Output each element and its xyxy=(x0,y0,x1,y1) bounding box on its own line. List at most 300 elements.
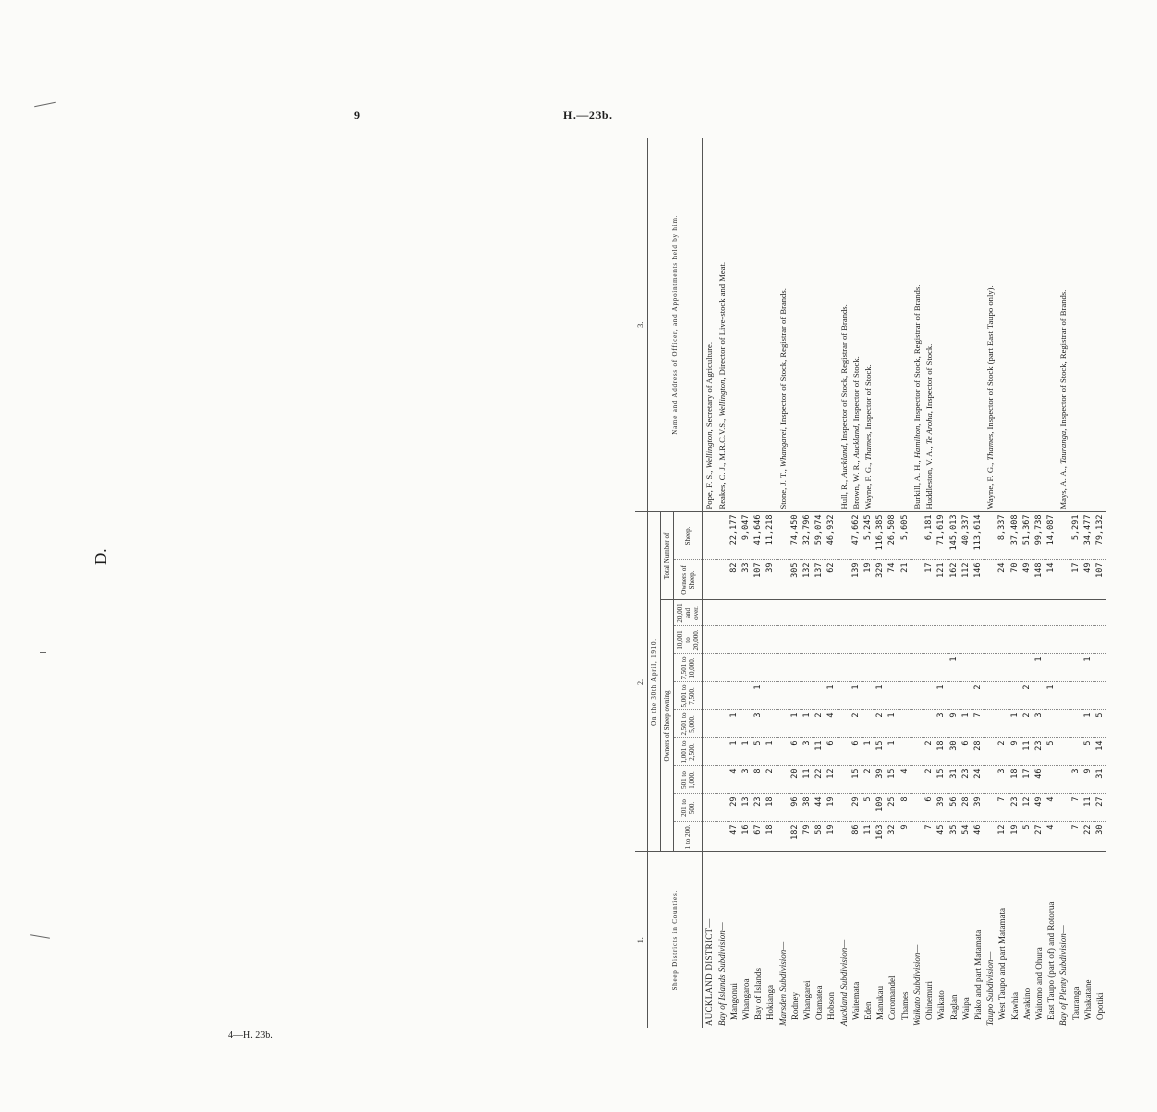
owners-count-cell xyxy=(1045,766,1057,794)
owners-count-cell xyxy=(984,600,996,626)
footer-signature: 4—H. 23b. xyxy=(228,1030,273,1041)
owners-count-cell: 23 xyxy=(1009,794,1021,822)
size-class: 5,001 to 7,500. xyxy=(674,682,703,710)
scan-mark xyxy=(40,652,46,653)
total-owners-cell: 139 xyxy=(850,560,862,600)
owners-count-cell xyxy=(716,626,728,654)
total-sheep-cell: 74,450 xyxy=(789,512,801,560)
owners-count-cell: 49 xyxy=(1033,794,1045,822)
owners-count-cell: 32 xyxy=(886,822,898,852)
owners-count-cell: 3 xyxy=(740,766,752,794)
owners-count-cell xyxy=(899,738,911,766)
owners-count-cell xyxy=(1009,682,1021,710)
owners-count-cell xyxy=(972,654,984,682)
owners-count-cell xyxy=(728,682,740,710)
owners-count-cell xyxy=(838,766,850,794)
table-row xyxy=(899,138,911,1028)
owners-count-cell: 7 xyxy=(1070,822,1082,852)
total-sheep-cell: 14,087 xyxy=(1045,512,1057,560)
owners-count-cell: 30 xyxy=(948,738,960,766)
owners-count-cell: 15 xyxy=(850,766,862,794)
subdivision-label: Auckland Subdivision— xyxy=(838,939,849,1026)
owners-count-cell: 96 xyxy=(789,794,801,822)
owners-count-cell: 29 xyxy=(850,794,862,822)
county-name: Whangarei xyxy=(802,980,813,1020)
county-name: Manukau xyxy=(875,986,886,1020)
table-letter: D. xyxy=(91,548,110,565)
owners-count-cell: 11 xyxy=(1021,738,1033,766)
owners-count-cell: 5 xyxy=(752,738,764,766)
total-owners-cell: 107 xyxy=(1094,560,1106,600)
col3-header: Name and Address of Officer, and Appointments held by him. xyxy=(648,138,703,512)
owners-count-cell: 15 xyxy=(874,738,886,766)
county-name: Waitomo and Ohura xyxy=(1033,947,1044,1020)
owners-count-cell xyxy=(777,626,789,654)
total-owners-cell: 49 xyxy=(1082,560,1094,600)
owners-count-cell xyxy=(850,600,862,626)
owners-count-cell: 1 xyxy=(850,682,862,710)
owners-count-cell xyxy=(1094,626,1106,654)
owners-count-cell xyxy=(960,600,972,626)
owners-count-cell xyxy=(1033,626,1045,654)
owners-count-cell xyxy=(716,654,728,682)
county-name: Coromandel xyxy=(887,975,898,1020)
owners-count-cell xyxy=(764,710,776,738)
owners-count-cell xyxy=(716,710,728,738)
officer-entry: Wayne, F. G., Thames, Inspector of Stock (part East Taupo only). xyxy=(985,285,996,510)
owners-count-cell: 9 xyxy=(948,710,960,738)
owners-count-cell xyxy=(972,626,984,654)
total-owners-cell: 62 xyxy=(825,560,837,600)
owners-count-cell xyxy=(996,600,1008,626)
owners-count-cell xyxy=(777,822,789,852)
owners-count-cell: 3 xyxy=(801,738,813,766)
owners-count-cell xyxy=(740,710,752,738)
owners-count-cell: 2 xyxy=(862,766,874,794)
owners-count-cell: 1 xyxy=(1033,654,1045,682)
owners-count-cell xyxy=(911,822,923,852)
owners-count-cell: 56 xyxy=(948,794,960,822)
owners-count-cell: 46 xyxy=(1033,766,1045,794)
owners-count-cell: 14 xyxy=(1094,738,1106,766)
officer-cell xyxy=(1057,138,1094,512)
subdivision-row xyxy=(777,138,789,1028)
owners-count-cell: 2 xyxy=(764,766,776,794)
owners-count-cell xyxy=(777,766,789,794)
owners-count-cell xyxy=(728,654,740,682)
owners-count-cell: 1 xyxy=(862,738,874,766)
total-owners-cell xyxy=(838,560,850,600)
total-owners-cell: 146 xyxy=(972,560,984,600)
table-row xyxy=(1045,138,1057,1028)
owners-count-cell xyxy=(911,710,923,738)
owners-count-cell xyxy=(948,626,960,654)
owners-count-cell xyxy=(948,682,960,710)
owners-count-cell: 1 xyxy=(935,682,947,710)
county-name: Opotiki xyxy=(1094,992,1105,1020)
owners-count-cell xyxy=(1057,766,1069,794)
owners-count-cell xyxy=(777,710,789,738)
owners-count-cell xyxy=(1082,626,1094,654)
owners-count-cell: 5 xyxy=(1045,738,1057,766)
owners-count-cell xyxy=(1057,626,1069,654)
owners-count-cell xyxy=(1094,654,1106,682)
owners-count-cell xyxy=(838,710,850,738)
county-name: Ohinemuri xyxy=(924,981,935,1020)
total-owners-cell: 39 xyxy=(764,560,776,600)
owners-count-cell xyxy=(899,626,911,654)
owners-count-cell: 2 xyxy=(850,710,862,738)
owners-count-cell xyxy=(1070,654,1082,682)
county-name: Bay of Islands xyxy=(753,968,764,1020)
owners-count-cell: 7 xyxy=(1070,794,1082,822)
owners-count-cell: 79 xyxy=(801,822,813,852)
owners-count-cell xyxy=(801,626,813,654)
owners-count-cell: 31 xyxy=(1094,766,1106,794)
total-owners-cell: 107 xyxy=(752,560,764,600)
owners-count-cell xyxy=(935,600,947,626)
owners-count-cell xyxy=(874,600,886,626)
owners-count-cell xyxy=(1021,600,1033,626)
owners-count-cell: 8 xyxy=(899,794,911,822)
owners-count-cell: 17 xyxy=(1021,766,1033,794)
owners-count-cell: 4 xyxy=(728,766,740,794)
owners-count-cell: 4 xyxy=(825,710,837,738)
officer-cell-empty xyxy=(972,138,984,512)
county-name: Mangonui xyxy=(728,983,739,1020)
owners-count-cell xyxy=(862,626,874,654)
owners-count-cell xyxy=(948,600,960,626)
subdivision-row xyxy=(838,138,850,1028)
owners-count-cell xyxy=(1033,682,1045,710)
owners-count-cell xyxy=(825,626,837,654)
owners-count-cell xyxy=(886,600,898,626)
owners-count-cell: 1 xyxy=(1082,710,1094,738)
officer-entry: Stone, J. T., Whangarei, Inspector of Stock, Registrar of Brands. xyxy=(777,288,788,510)
owners-count-cell xyxy=(716,766,728,794)
owners-count-cell xyxy=(1045,626,1057,654)
county-name: East Taupo (part of) and Rotorua xyxy=(1046,901,1057,1020)
owners-count-cell: 54 xyxy=(960,822,972,852)
owners-count-cell xyxy=(1009,654,1021,682)
owners-count-cell xyxy=(886,654,898,682)
officer-entry: Brown, W. R., Auckland, Inspector of Stock. xyxy=(850,356,861,510)
owners-count-cell xyxy=(1057,738,1069,766)
table-row xyxy=(825,138,837,1028)
owners-count-cell xyxy=(801,682,813,710)
owners-count-cell xyxy=(984,794,996,822)
owners-count-cell: 6 xyxy=(825,738,837,766)
owners-count-cell: 13 xyxy=(740,794,752,822)
owners-count-cell xyxy=(886,626,898,654)
county-name: Whangaroa xyxy=(741,978,752,1020)
owners-count-cell: 3 xyxy=(1033,710,1045,738)
owners-count-cell xyxy=(899,600,911,626)
owners-count-cell: 1 xyxy=(1082,654,1094,682)
owners-count-cell xyxy=(984,654,996,682)
owners-count-cell: 18 xyxy=(764,794,776,822)
owners-count-cell: 27 xyxy=(1094,794,1106,822)
owners-count-cell: 45 xyxy=(935,822,947,852)
owners-count-cell: 6 xyxy=(960,738,972,766)
total-owners-cell: 17 xyxy=(923,560,935,600)
owners-count-cell: 25 xyxy=(886,794,898,822)
county-name: Hokianga xyxy=(765,985,776,1020)
subdivision-label: Taupo Subdivision— xyxy=(985,951,996,1026)
rotated-table-block xyxy=(635,138,1157,1028)
subdivision-label: Marsden Subdivision— xyxy=(777,941,788,1026)
owners-count-cell xyxy=(923,710,935,738)
owners-count-cell: 2 xyxy=(996,738,1008,766)
col1-header: Sheep Districts in Counties. xyxy=(648,852,703,1028)
county-name: Awakino xyxy=(1021,987,1032,1020)
owners-count-cell: 39 xyxy=(972,794,984,822)
owners-count-cell: 44 xyxy=(813,794,825,822)
owners-count-cell: 4 xyxy=(899,766,911,794)
county-name: Raglan xyxy=(948,994,959,1020)
total-sheep-cell xyxy=(1057,512,1069,560)
owners-count-cell: 11 xyxy=(801,766,813,794)
owners-count-cell: 39 xyxy=(874,766,886,794)
owners-count-cell: 6 xyxy=(850,738,862,766)
owners-count-cell: 11 xyxy=(813,738,825,766)
owners-count-cell xyxy=(716,600,728,626)
owners-count-cell: 1 xyxy=(728,738,740,766)
owners-count-cell: 2 xyxy=(1021,682,1033,710)
total-sheep-cell: 34,477 xyxy=(1082,512,1094,560)
total-header: Total Number of xyxy=(661,512,674,600)
total-sheep-cell: 9,047 xyxy=(740,512,752,560)
owners-count-cell xyxy=(899,682,911,710)
total-sheep-cell: 5,291 xyxy=(1070,512,1082,560)
size-class: 1,001 to 2,500. xyxy=(674,738,703,766)
officer-cell xyxy=(838,138,899,512)
officer-cell-empty xyxy=(1045,138,1057,512)
owners-count-cell xyxy=(801,654,813,682)
owners-count-cell xyxy=(960,682,972,710)
owners-count-cell: 3 xyxy=(1070,766,1082,794)
owners-count-cell xyxy=(996,626,1008,654)
owners-count-cell xyxy=(911,682,923,710)
total-sheep-cell: 113,614 xyxy=(972,512,984,560)
total-sheep-cell: 59,074 xyxy=(813,512,825,560)
owners-count-cell: 1 xyxy=(801,710,813,738)
col2-header: On the 30th April, 1910. xyxy=(648,512,661,852)
owners-count-cell xyxy=(1009,600,1021,626)
owners-count-cell xyxy=(862,682,874,710)
size-class: 20,001 and over. xyxy=(674,600,703,626)
size-class: 1 to 200. xyxy=(674,822,703,852)
owners-count-cell: 23 xyxy=(1033,738,1045,766)
owners-count-cell: 3 xyxy=(752,710,764,738)
owners-count-cell xyxy=(923,600,935,626)
officer-cell-empty xyxy=(899,138,911,512)
total-sheep-cell: 5,605 xyxy=(899,512,911,560)
owners-count-cell xyxy=(984,626,996,654)
owners-count-cell xyxy=(935,654,947,682)
owners-count-cell xyxy=(1070,710,1082,738)
total-owners-cell: 21 xyxy=(899,560,911,600)
subdivision-row xyxy=(716,138,728,1028)
county-name: Piako and part Matamata xyxy=(972,929,983,1020)
owners-count-cell: 47 xyxy=(728,822,740,852)
owners-count-cell xyxy=(1082,600,1094,626)
county-name: Otamatea xyxy=(814,985,825,1020)
owners-count-cell xyxy=(911,626,923,654)
total-owners-cell xyxy=(1057,560,1069,600)
total-sheep-cell xyxy=(984,512,996,560)
total-owners-cell: 162 xyxy=(948,560,960,600)
owners-count-cell: 67 xyxy=(752,822,764,852)
owners-count-cell: 20 xyxy=(789,766,801,794)
owners-count-cell: 5 xyxy=(1021,822,1033,852)
owners-count-cell xyxy=(1094,682,1106,710)
total-sheep-cell: 51,367 xyxy=(1021,512,1033,560)
total-sheep-cell: 22,177 xyxy=(728,512,740,560)
total-owners-cell: 329 xyxy=(874,560,886,600)
owners-count-cell xyxy=(764,600,776,626)
owners-count-cell xyxy=(899,654,911,682)
officer-cell xyxy=(703,138,716,512)
owners-count-cell: 2 xyxy=(923,766,935,794)
owners-count-cell xyxy=(850,626,862,654)
owners-count-cell xyxy=(813,600,825,626)
owners-count-cell: 38 xyxy=(801,794,813,822)
owners-count-cell xyxy=(740,682,752,710)
owners-count-cell xyxy=(911,738,923,766)
owners-count-cell xyxy=(862,710,874,738)
owners-count-cell xyxy=(825,600,837,626)
officer-entry: Huddleston, V. A., Te Aroha, Inspector of Stock. xyxy=(924,343,935,510)
owners-count-cell xyxy=(1057,822,1069,852)
owners-count-cell xyxy=(777,600,789,626)
owners-count-cell xyxy=(960,654,972,682)
total-sheep-cell xyxy=(911,512,923,560)
owners-count-cell xyxy=(1045,654,1057,682)
sheep-districts-table xyxy=(635,138,1106,1028)
series-code: H.—23b. xyxy=(563,108,613,122)
owners-count-cell: 1 xyxy=(874,682,886,710)
owners-count-cell xyxy=(899,710,911,738)
total-owners-cell: 70 xyxy=(1009,560,1021,600)
owners-count-cell: 46 xyxy=(972,822,984,852)
officer-cell-empty xyxy=(1094,138,1106,512)
owners-count-cell: 16 xyxy=(740,822,752,852)
total-sheep-cell xyxy=(838,512,850,560)
owners-count-cell: 1 xyxy=(886,738,898,766)
owners-count-cell xyxy=(862,600,874,626)
owners-count-cell: 58 xyxy=(813,822,825,852)
owners-count-cell xyxy=(728,626,740,654)
owners-count-cell: 39 xyxy=(935,794,947,822)
owners-count-cell: 2 xyxy=(1021,710,1033,738)
owners-count-cell: 5 xyxy=(1082,738,1094,766)
owners-count-cell xyxy=(716,822,728,852)
owners-count-cell: 1 xyxy=(1009,710,1021,738)
owners-count-cell: 31 xyxy=(948,766,960,794)
owners-count-cell: 7 xyxy=(996,794,1008,822)
owners-count-cell xyxy=(789,626,801,654)
subdivision-label: Bay of Islands Subdivision— xyxy=(716,922,727,1026)
owners-count-cell xyxy=(1009,626,1021,654)
owners-count-cell: 1 xyxy=(740,738,752,766)
owners-count-cell xyxy=(923,682,935,710)
owners-count-cell: 29 xyxy=(728,794,740,822)
owners-count-cell: 5 xyxy=(862,794,874,822)
subdivision-label: Bay of Plenty Subdivision— xyxy=(1058,925,1069,1026)
total-owners-cell: 82 xyxy=(728,560,740,600)
owners-count-cell xyxy=(996,710,1008,738)
owners-count-cell xyxy=(716,738,728,766)
owners-count-cell xyxy=(1057,710,1069,738)
owners-count-cell: 27 xyxy=(1033,822,1045,852)
county-name: Thames xyxy=(899,991,910,1020)
owners-count-cell xyxy=(984,822,996,852)
owners-count-cell xyxy=(1070,626,1082,654)
owners-count-cell: 1 xyxy=(1045,682,1057,710)
owners-count-cell xyxy=(838,654,850,682)
officer-entry: Hull, R., Auckland, Inspector of Stock, Registrar of Brands. xyxy=(838,304,849,510)
county-name: Whakatane xyxy=(1082,979,1093,1020)
total-owners-cell: 24 xyxy=(996,560,1008,600)
owners-count-cell: 28 xyxy=(960,794,972,822)
owners-count-cell: 1 xyxy=(728,710,740,738)
owners-count-cell: 163 xyxy=(874,822,886,852)
owners-count-cell: 2 xyxy=(972,682,984,710)
total-owners-cell: 132 xyxy=(801,560,813,600)
owners-count-cell xyxy=(789,682,801,710)
size-class: 7,501 to 10,000. xyxy=(674,654,703,682)
owners-count-cell xyxy=(1021,626,1033,654)
total-owners-cell: 148 xyxy=(1033,560,1045,600)
owners-count-cell xyxy=(1070,600,1082,626)
owners-count-cell: 6 xyxy=(923,794,935,822)
total-sheep-cell: 46,932 xyxy=(825,512,837,560)
county-name: Hobson xyxy=(826,991,837,1020)
table-row xyxy=(764,138,776,1028)
size-class: 10,001 to 20,000. xyxy=(674,626,703,654)
county-name: Tauranga xyxy=(1070,986,1081,1020)
owners-count-cell: 30 xyxy=(1094,822,1106,852)
owners-count-cell: 22 xyxy=(813,766,825,794)
owners-count-cell: 2 xyxy=(874,710,886,738)
owners-count-cell: 86 xyxy=(850,822,862,852)
scan-mark xyxy=(34,102,56,108)
owners-header: Owners of Sheep owning xyxy=(661,600,674,852)
total-sheep-cell: 26,508 xyxy=(886,512,898,560)
county-name: Waitemata xyxy=(850,981,861,1020)
owners-count-cell xyxy=(1057,600,1069,626)
owners-count-cell xyxy=(777,682,789,710)
owners-count-cell xyxy=(716,794,728,822)
owners-count-cell xyxy=(996,654,1008,682)
owners-count-cell: 109 xyxy=(874,794,886,822)
total-owners-cell: 49 xyxy=(1021,560,1033,600)
officer-entry: Reakes, C. J., M.R.C.V.S., Wellington, Director of Live-stock and Meat. xyxy=(716,261,727,510)
owners-count-cell: 4 xyxy=(1045,822,1057,852)
owners-count-cell xyxy=(740,600,752,626)
owners-count-cell xyxy=(911,794,923,822)
owners-count-cell: 15 xyxy=(935,766,947,794)
owners-count-cell xyxy=(838,738,850,766)
subdivision-row xyxy=(1057,138,1069,1028)
owners-count-cell: 182 xyxy=(789,822,801,852)
owners-count-cell xyxy=(825,654,837,682)
officer-cell-empty xyxy=(825,138,837,512)
owners-count-cell xyxy=(728,600,740,626)
officer-entry: Mays, A. A., Tauranga, Inspector of Stock, Registrar of Brands. xyxy=(1058,289,1069,510)
county-name: Kawhia xyxy=(1009,992,1020,1020)
